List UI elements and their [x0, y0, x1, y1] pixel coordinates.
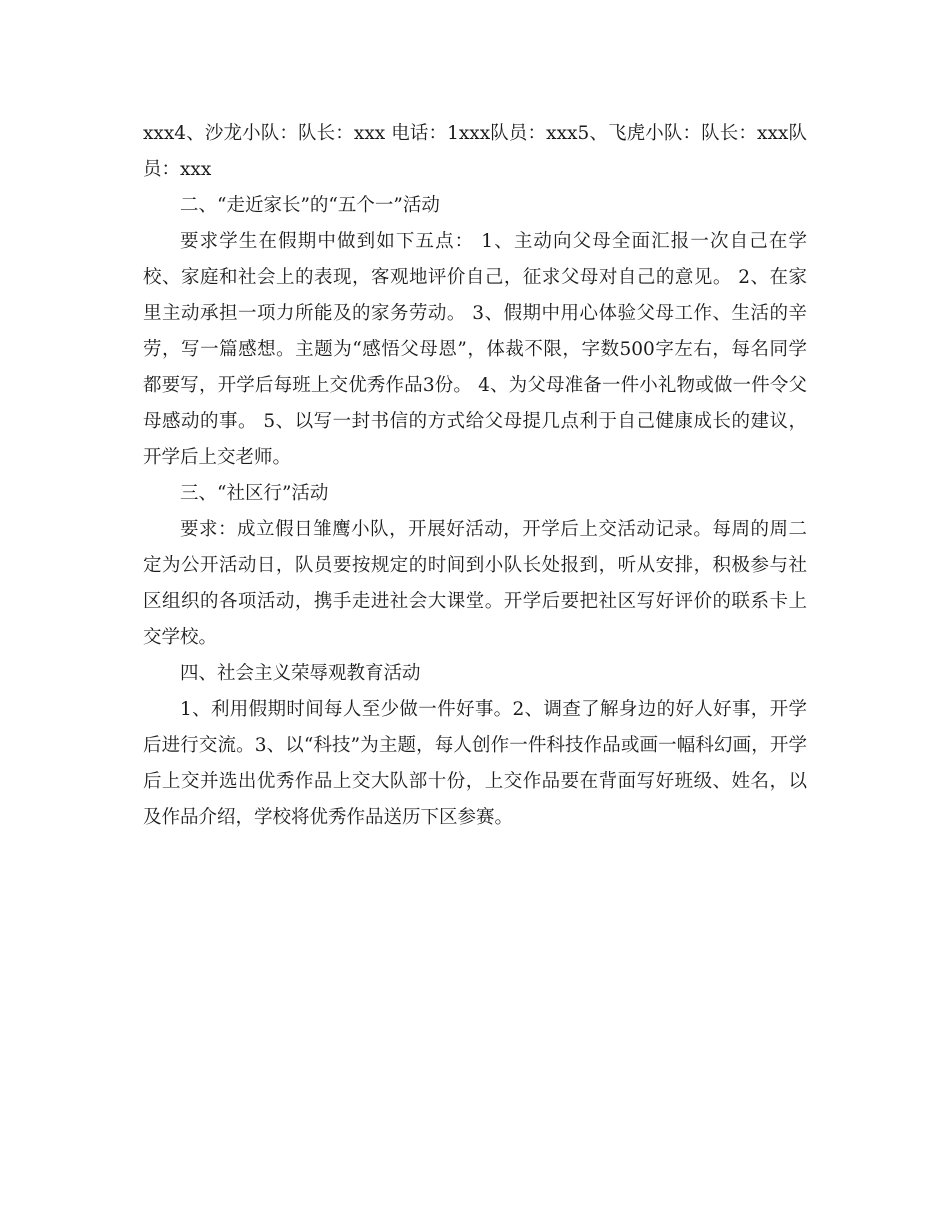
paragraph-honor-education-tasks: 1、利用假期时间每人至少做一件好事。2、调查了解身边的好人好事，开学后进行交流。3、以“科技”为主题，每人创作一件科技作品或画一幅科幻画，开学后上交并选出优秀作品上交大队部十份，上交作品要在背面写好班级、姓名，以及作品介绍，学校将优秀作品送历下区参赛。	[143, 699, 807, 828]
paragraph-team-list: xxx4、沙龙小队：队长：xxx 电话：1xxx队员：xxx5、飞虎小队：队长：xxx队员：xxx	[143, 123, 807, 180]
paragraph-parents-requirements: 要求学生在假期中做到如下五点： 1、主动向父母全面汇报一次自己在学校、家庭和社会上的表现，客观地评价自己，征求父母对自己的意见。 2、在家里主动承担一项力所能及的家务劳动。 3、假期中用心体验父母工作、生活的辛劳，写一篇感想。主题为“感悟父母恩”，体裁不限，字数500字左右，每名同学都要写，开学后每班上交优秀作品3份。 4、为父母准备一件小礼物或做一件令父母感动的事。 5、以写一封书信的方式给父母提几点利于自己健康成长的建议，开学后上交老师。	[143, 231, 807, 468]
section-heading-parents: 二、“走近家长”的“五个一”活动	[180, 195, 440, 216]
document-body	[143, 116, 807, 836]
paragraph-community-requirements: 要求：成立假日雏鹰小队，开展好活动，开学后上交活动记录。每周的周二定为公开活动日，队员要按规定的时间到小队长处报到，听从安排，积极参与社区组织的各项活动，携手走进社会大课堂。开学后要把社区写好评价的联系卡上交学校。	[143, 519, 807, 648]
section-heading-community: 三、“社区行”活动	[180, 483, 329, 504]
section-heading-honor-education: 四、社会主义荣辱观教育活动	[180, 663, 421, 684]
